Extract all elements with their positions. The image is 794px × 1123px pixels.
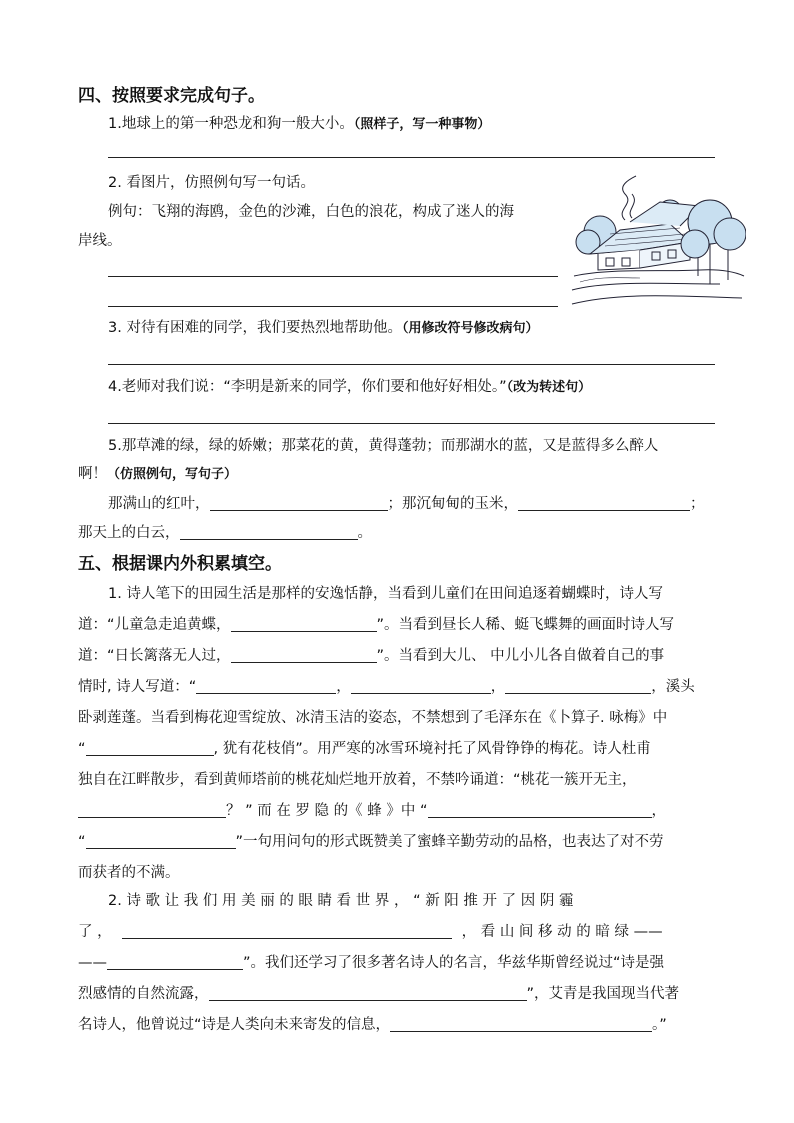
q2-example-line1: 例句：飞翔的海鸥，金色的沙滩，白色的浪花，构成了迷人的海 [108,204,514,220]
q1-note: （照样子，写一种事物） [353,117,491,132]
s5q1-line4 [78,677,695,697]
q4-text: 4.老师对我们说：“李明是新来的同学，你们要和他好好相处。” [108,379,507,395]
s5q2-blank-4[interactable] [390,1017,652,1032]
s5q1-line10: 而获者的不满。 [78,865,180,881]
s5q1-line8 [78,801,666,821]
q5-p4: 那天上的白云， [78,525,180,541]
s5q1-blank-4[interactable] [351,679,491,694]
q3-answer-line[interactable] [108,364,715,365]
s5q1-blank-2[interactable] [231,648,377,663]
q5-p1: 那满山的红叶， [108,496,210,512]
q4-prompt [108,377,591,398]
s5q2-l3a: —— [78,955,107,971]
q5-line1: 5.那草滩的绿，绿的娇嫩；那菜花的黄，黄得蓬勃；而那湖水的蓝，又是蓝得多么醉人 [108,438,659,454]
s5q1-l6a: “ [78,741,86,757]
s5q2-blank-2[interactable] [107,955,243,970]
q5-line2-text: 啊！ [78,466,107,482]
section-4-title: 四、按照要求完成句子。 [78,86,265,106]
s5q2-line3 [78,953,664,973]
q2-answer-line-2[interactable] [108,306,558,307]
s5q2-l4a: 烈感情的自然流露， [78,986,209,1002]
s5q1-l9b: ”一句用问句的形式既赞美了蜜蜂辛勤劳动的品格，也表达了对不劳 [235,834,664,850]
q5-blank-3[interactable] [180,525,358,540]
s5q1-blank-6[interactable] [86,741,214,756]
q5-p3: ； [690,496,705,512]
s5q2-blank-3[interactable] [209,986,527,1001]
q5-blank-2[interactable] [518,496,690,511]
s5q2-l2a: 了 ， [78,924,112,940]
s5q1-blank-8[interactable] [428,803,652,818]
s5q1-line6 [78,739,651,759]
s5q1-l2b: ”。当看到昼长人稀、蜓飞蝶舞的画面时诗人写 [376,617,675,633]
q3-note: （用修改符号修改病句） [401,321,539,336]
s5q2-l4b: ”，艾青是我国现当代著 [526,986,680,1002]
q4-answer-line[interactable] [108,423,715,424]
s5q1-l4d: ，溪头 [651,679,695,695]
s5q1-l4c: ， [490,679,506,695]
s5q1-blank-9[interactable] [86,834,236,849]
s5q1-line2 [78,615,674,635]
s5q1-line5: 卧剥莲蓬。当看到梅花迎雪绽放、冰清玉洁的姿态，不禁想到了毛泽东在《卜算子. 咏梅》中 [78,710,668,726]
s5q2-l5a: 名诗人，他曾说过“诗是人类向未来寄发的信息， [78,1017,391,1033]
s5q2-line4 [78,984,679,1004]
q3-prompt [108,318,538,339]
s5q2-blank-1[interactable] [122,924,452,939]
q5-p5: 。 [357,525,372,541]
s5q1-line1: 1. 诗人笔下的田园生活是那样的安逸恬静，当看到儿童们在田间追逐着蝴蝶时，诗人写 [108,586,663,602]
s5q2-line2 [78,922,663,942]
s5q1-l6b: , 犹有花枝俏”。用严寒的冰雪环境衬托了风骨铮铮的梅花。诗人杜甫 [213,741,651,757]
s5q1-l4b: ， [336,679,351,695]
q4-note: （改为转述句） [506,380,592,395]
s5q1-line3 [78,646,664,666]
s5q2-l5b: 。” [652,1017,667,1033]
q5-p2: ；那沉甸甸的玉米， [387,496,518,512]
s5q1-l4a: 情时, 诗人写道：“ [78,679,197,695]
s5q1-l2a: 道：“儿童急走追黄蝶， [78,617,231,633]
q2-prompt: 2. 看图片，仿照例句写一句话。 [108,175,315,191]
s5q1-l8a: ？ ” 而 在 罗 隐 的《 蜂 》中 “ [226,803,428,819]
q1-text: 1.地球上的第一种恐龙和狗一般大小。 [108,116,354,132]
s5q1-blank-7[interactable] [78,803,226,818]
q5-line2 [78,464,237,485]
q1-answer-line[interactable] [108,157,715,158]
s5q2-l2b: ， 看 山 间 移 动 的 暗 绿 —— [461,924,663,940]
q2-example-line2: 岸线。 [78,233,122,249]
s5q1-l3b: ”。当看到大儿、 中儿小儿各自做着自己的事 [376,648,665,664]
s5q1-blank-5[interactable] [505,679,651,694]
section-5-title: 五、根据课内外积累填空。 [78,554,282,574]
s5q1-l8b: ， [651,803,667,819]
q2-answer-line-1[interactable] [108,276,558,277]
s5q1-blank-3[interactable] [196,679,336,694]
s5q1-l3a: 道：“日长篱落无人过， [78,648,231,664]
q5-fill-row2 [78,523,372,543]
s5q1-line7: 独自在江畔散步，看到黄师塔前的桃花灿烂地开放着，不禁吟诵道：“桃花一簇开无主， [78,772,637,788]
q1-prompt [108,114,490,135]
village-illustration [570,172,746,308]
q5-fill-row1 [108,494,705,514]
q3-text: 3. 对待有困难的同学，我们要热烈地帮助他。 [108,320,402,336]
s5q2-line5 [78,1015,667,1035]
s5q2-l3b: ”。我们还学习了很多著名诗人的名言，华兹华斯曾经说过“诗是强 [243,955,665,971]
q5-blank-1[interactable] [210,496,388,511]
s5q1-l9a: “ [78,834,86,850]
q5-note: （仿照例句，写句子） [107,467,238,482]
s5q2-line1: 2. 诗 歌 让 我 们 用 美 丽 的 眼 睛 看 世 界 ， “ 新 阳 推 开 了 因 阴 霾 [108,893,574,909]
s5q1-line9 [78,832,664,852]
s5q1-blank-1[interactable] [231,617,377,632]
